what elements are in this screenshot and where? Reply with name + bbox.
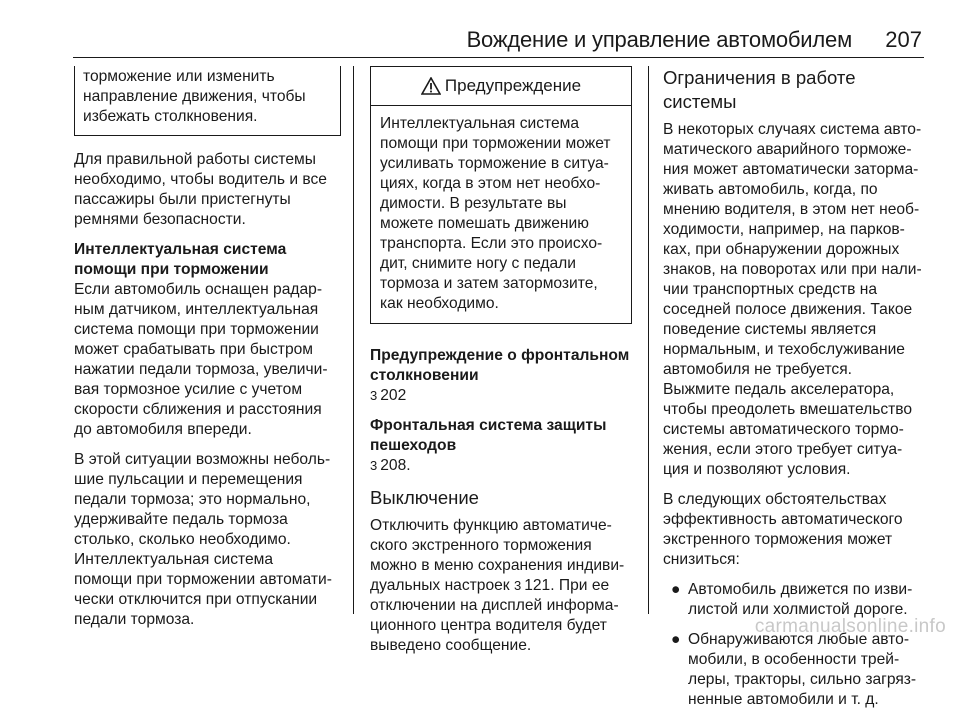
box-line: торможение или изменить (83, 68, 275, 85)
page-title: Вождение и управление автомобилем (466, 27, 852, 52)
bullet-icon: ● (671, 631, 681, 648)
paragraph: Если автомобиль оснащен радар- ным датчиком, интеллектуальная система помощи при торможении может срабатывать при быстром нажатии педали тормоза, увеличи- вая тормозное усилие с учетом скорости сближения и расстояния до автомобиля впереди. (74, 281, 328, 438)
continued-box (74, 66, 341, 136)
cross-reference-title: Предупреждение о фронтальном столкновении (370, 347, 630, 384)
paragraph: В некоторых случаях система авто- матического аварийного торможе- ния может автоматически заторма- живать автомобиль, когда, по мнению водителя, в этом нет необ- ходимости, например, на парков- ках, при обнаружении дорожных знаков, на поворотах или при нали- чии транспортных средств на соседней полосе движения. Такое поведение системы является нормальным, и техобслуживание автомобиля не требуется. Выжмите педаль акселератора, чтобы преодолеть вмешательство системы автоматического тормо- жения, если этого требует ситуа- ция и позволяют условия. (663, 121, 922, 478)
section-subheading: Интеллектуальная система помощи при торможении (74, 241, 287, 278)
cross-reference[interactable] (370, 386, 632, 406)
cross-reference[interactable] (370, 456, 632, 476)
page-reference[interactable]: 202 (380, 387, 407, 404)
paragraph: В следующих обстоятельствах эффективность автоматического экстренного торможения может снизиться: (663, 491, 903, 568)
page-number: 207 (885, 27, 922, 52)
reference-arrow-icon: 3 (370, 458, 378, 473)
list-item: ● Автомобиль движется по изви- листой или холмистой дороге. (663, 580, 925, 620)
warning-header (371, 67, 631, 106)
warning-triangle-icon (421, 77, 441, 95)
list-item: ● Обнаруживаются любые авто- мобили, в особенности трей- леры, тракторы, сильно загряз- ненные автомобили и т. д. (663, 630, 925, 710)
cross-reference-title: Фронтальная система защиты пешеходов (370, 417, 607, 454)
reference-arrow-icon: 3 (370, 388, 378, 403)
warning-box (370, 66, 632, 324)
column-divider (353, 66, 354, 614)
column-divider (648, 66, 649, 614)
page-header (0, 0, 960, 60)
section-heading: Выключение (370, 487, 479, 508)
warning-title: Предупреждение (444, 76, 582, 95)
warning-body: Интеллектуальная система помощи при торможении может усиливать торможение в ситуа- циях, когда в этом нет необхо- димости. В результате вы можете помешать движению транспорта. Если это происхо- дит, снимите ногу с педали тормоза и затем затормозите, как необходимо. (380, 115, 611, 312)
box-line: избежать столкновения. (83, 108, 258, 125)
box-line: направление движения, чтобы (83, 88, 306, 105)
page-reference[interactable]: 121 (524, 577, 551, 594)
bullet-icon: ● (671, 581, 681, 598)
paragraph: Для правильной работы системы необходимо, чтобы водитель и все пассажиры были пристегнуты ремнями безопасности. (74, 151, 327, 228)
section-heading: Ограничения в работе системы (663, 67, 856, 112)
page-reference[interactable]: 208. (380, 457, 411, 474)
paragraph: В этой ситуации возможны неболь- шие пульсации и перемещения педали тормоза; это нормально, удерживайте педаль тормоза столько, сколько необходимо. Интеллектуальная система помощи при торможении автомати- чески отключится при отпускании педали тормоза. (74, 451, 332, 628)
header-divider (73, 57, 924, 58)
reference-arrow-icon: 3 (513, 578, 522, 593)
column-2 (370, 66, 632, 666)
watermark: carmanualsonline.info (754, 616, 946, 637)
column-1 (74, 66, 341, 640)
paragraph: Отключить функцию автоматиче- ского экстренного торможения можно в меню сохранения индиви- дуальных настроек 3 121. При ее отключении на дисплей информа- ционного центра водителя будет выведено сообщение. (370, 517, 625, 654)
